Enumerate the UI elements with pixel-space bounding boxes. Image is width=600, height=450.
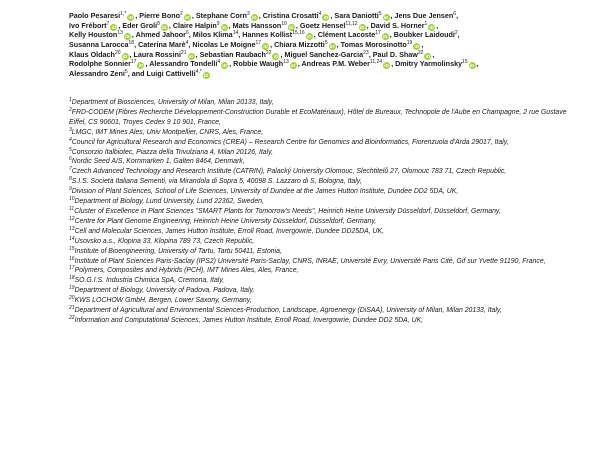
affiliation	[69, 167, 575, 177]
affiliation-marker: 14	[232, 30, 239, 37]
affiliation-number: 19	[69, 285, 75, 292]
affiliation-text: Institute of Plant Sciences Paris-Saclay (IPS2) Université Paris-Saclay, CNRS, INRAE, Université Evry, Université Paris Cité, Gif sur Yvette 91190, France,	[74, 257, 546, 265]
affiliation-marker: 19	[406, 40, 413, 47]
author-name: Alessandro Tondelli	[149, 59, 218, 69]
affiliation-number: 5	[69, 146, 72, 153]
affiliation-number: 18	[69, 275, 75, 282]
affiliation-text: Department of Biology, Lund University, Lund 22362, Sweden,	[74, 198, 264, 206]
affiliation-marker: 23	[363, 49, 369, 56]
affiliation	[69, 98, 575, 108]
affiliation-text: Division of Plant Sciences, School of Life Sciences, University of Dundee at the James Hutton Institute, Dundee DD2 5DA, UK,	[71, 188, 459, 196]
affiliation-marker: 7	[106, 20, 110, 27]
author-name: Sara Daniotti	[334, 11, 379, 20]
affiliation-text: Cell and Molecular Sciences, James Hutton Institute, Erroll Road, Invergowrie, Dundee DD25DA, UK,	[74, 227, 385, 235]
affiliation-text: Nordic Seed A/S, Kornmarken 1, Galten 8464, Denmark,	[71, 158, 245, 166]
orcid-icon[interactable]: iD	[263, 44, 268, 50]
affiliation-number: 12	[69, 215, 75, 222]
author-list	[69, 11, 589, 79]
affiliation-marker: 22	[265, 49, 272, 56]
affiliation-text: Usovsko a.s., Klopina 33, Klopina 789 73, Czech Republic,	[74, 237, 255, 245]
orcid-icon[interactable]: iD	[429, 24, 435, 30]
author: Nicolas Le Moigne$^{17}$iD ,	[192, 40, 275, 50]
author: Andreas P.M. Weber$^{11,24}$iD ,	[301, 59, 396, 69]
orcid-icon[interactable]: iD	[383, 15, 389, 20]
affiliation-text: SO.G.I.S. Industria Chimica SpA, Cremona, Italy,	[74, 277, 225, 285]
author-line	[69, 59, 589, 69]
author-name: Ivo Frébort	[69, 20, 107, 30]
affiliation	[69, 207, 575, 217]
author-name: Rodolphe Sonnier	[69, 59, 131, 69]
author: Stephane Corn$^3$iD ,	[195, 11, 263, 20]
affiliation-text: LMGC, IMT Mines Ales, Univ Montpellier, CNRS, Ales, France,	[71, 128, 264, 136]
affiliation-marker: 3	[246, 11, 250, 17]
author: Paul D. Shaw$^{22}$iD ,	[372, 49, 435, 59]
author-line	[69, 69, 589, 79]
affiliation-number: 2	[69, 106, 72, 113]
affiliation-text: Institute of Bioengineering, University of Tartu, Tartu 50411, Estonia,	[74, 247, 282, 255]
author-name: Jens Due Jensen	[394, 11, 454, 20]
affiliation-text: Czech Advanced Technology and Research Institute (CATRIN), Palacký University Olomouc, Slechtitelů 27, Olomouc 783 71, Czech Republic,	[71, 168, 507, 176]
affiliation-number: 16	[69, 255, 75, 262]
affiliation-text: Polymers, Composites and Hybrids (PCH), IMT Mines Ales, Ales, France,	[74, 267, 299, 275]
affiliation-text: Information and Computational Sciences, James Hutton Institute, Erroll Road, Invergowrie, Dundee DD2 5DA, UK,	[74, 316, 424, 324]
affiliation-number: 13	[69, 225, 75, 232]
author	[132, 69, 211, 78]
affiliation-marker: 11,24	[369, 59, 383, 66]
affiliation-number: 1	[69, 97, 72, 103]
orcid-icon[interactable]: iD	[122, 53, 128, 59]
orcid-icon[interactable]: iD	[128, 15, 134, 20]
author-name: Chiara Mizzotti	[274, 40, 325, 50]
affiliation-text: S.I.S. Società Italiana Sementi, via Mirandola di Sopra 5, 40098 S. Lazzaro di S, Bologna, Italy,	[71, 178, 362, 186]
orcid-icon[interactable]: iD	[222, 63, 227, 69]
author: Goetz Hensel$^{11,12}$iD ,	[299, 20, 371, 30]
author-name: Boubker Laidoudi	[393, 30, 455, 40]
author-name: Cristina Crosatti	[262, 11, 319, 20]
author-name: Kelly Houston	[69, 30, 118, 40]
affiliation-number: 9	[69, 186, 72, 193]
affiliation	[69, 197, 575, 207]
author: Mats Hansson$^{10}$iD ,	[232, 20, 300, 30]
author-line	[69, 21, 589, 31]
affiliation-marker: 4	[217, 59, 221, 66]
orcid-icon[interactable]: iD	[289, 24, 294, 30]
affiliation	[69, 148, 575, 158]
author: Paolo Pesaresi$^{1,*}$iD ,	[69, 11, 140, 20]
affiliation	[69, 296, 575, 306]
author-line	[69, 40, 589, 50]
affiliation-number: 4	[69, 136, 72, 143]
author-name: Pierre Bono	[139, 11, 181, 20]
author-name: Andreas P.M. Weber	[301, 59, 370, 69]
affiliation-number: 20	[69, 295, 75, 302]
orcid-icon[interactable]: iD	[425, 53, 431, 59]
orcid-icon[interactable]: iD	[138, 63, 144, 69]
author-name: Caterina Marè	[138, 40, 186, 50]
author-name: Mats Hansson	[232, 20, 282, 30]
orcid-icon[interactable]: iD	[162, 24, 167, 30]
orcid-icon[interactable]: iD	[323, 15, 329, 20]
orcid-icon[interactable]: iD	[188, 53, 194, 59]
affiliation-marker: 10	[281, 20, 287, 27]
affiliation-text: Centre for Plant Genome Engineering, Heinrich Heine University Düsseldorf, Düsseldorf, Germany,	[74, 217, 377, 225]
affiliation-marker: 20	[114, 49, 121, 56]
author-name: Alessandro Zeni	[69, 69, 125, 79]
author-name: Paolo Pesaresi	[69, 11, 121, 20]
author: Kelly Houston$^{13}$iD ,	[69, 30, 136, 40]
affiliation-number: 15	[69, 245, 75, 252]
orcid-icon[interactable]: iD	[251, 15, 257, 20]
affiliation-marker: 1,*	[120, 11, 127, 17]
affiliation-text: Consorzio Italbiotec, Piazza della Trivulziana 4, Milan 20126, Italy,	[71, 148, 273, 156]
author: Clément Lacoste$^{17}$iD ,	[317, 30, 394, 40]
affiliation-text: FRD-CODEM (Fibres Recherche Développement-Construction Durable et EcoMatériaux), Hôtel de Bureaux, Technopole de l'Aube en Champagne, 2 rue Gustave Eiffel, CS 90601, Troyes Cedex 9 10 901, France,	[69, 108, 567, 126]
affiliation-text: Department of Biology, University of Padova, Padova, Italy,	[74, 287, 255, 295]
affiliation	[69, 128, 575, 138]
author: Eder Groli$^8$iD ,	[122, 20, 173, 30]
author-name: David S. Horner	[370, 20, 425, 30]
author-name: Klaus Oldach	[69, 49, 115, 59]
author: Milos Klima$^{14}$,	[192, 30, 243, 40]
affiliation-marker: 17	[255, 40, 262, 47]
orcid-icon[interactable]: iD	[384, 63, 389, 69]
affiliation	[69, 257, 575, 267]
orcid-icon[interactable]: iD	[221, 24, 227, 30]
affiliation	[69, 306, 575, 316]
author-name: Goetz Hensel	[299, 20, 346, 30]
orcid-icon[interactable]: iD	[185, 15, 190, 20]
affiliation-number: 14	[69, 235, 75, 242]
affiliation-marker: 17	[130, 59, 137, 66]
affiliation-marker: 6	[185, 30, 189, 37]
affiliation	[69, 157, 575, 167]
affiliation-marker: 6	[453, 11, 457, 17]
author: Jens Due Jensen$^6$,	[394, 11, 459, 20]
author: Sara Daniotti$^5$iD ,	[334, 11, 395, 20]
affiliation-number: 7	[69, 166, 72, 173]
affiliation-marker: 15	[462, 59, 468, 66]
orcid-icon[interactable]: iD	[291, 63, 296, 69]
author-name: Stephane Corn	[195, 11, 247, 20]
affiliation-text: KWS LOCHOW GmbH, Bergen, Lower Saxony, Germany,	[74, 297, 252, 305]
affiliation-marker: 2	[180, 11, 183, 17]
author-name: Paul D. Shaw	[372, 49, 418, 59]
author-name: Miguel Sanchez-Garcia	[284, 49, 364, 59]
author-line	[69, 11, 589, 21]
author: Klaus Oldach$^{20}$iD ,	[69, 49, 134, 59]
affiliation-marker: 4	[318, 11, 322, 17]
affiliation-marker: 13	[283, 59, 289, 66]
affiliation-marker: 13	[117, 30, 123, 37]
author: Claire Halpin$^9$iD ,	[172, 20, 233, 30]
affiliation	[69, 177, 575, 187]
affiliation-number: 10	[69, 196, 75, 203]
affiliation-marker: 9	[216, 20, 220, 27]
author: Sebastian Raubach$^{22}$iD ,	[199, 49, 285, 59]
author: Alessandro Tondelli$^4$iD ,	[149, 59, 234, 69]
affiliation-number: 17	[69, 265, 75, 272]
author: Ahmed Jahoor$^6$,	[135, 30, 193, 40]
author: Miguel Sanchez-Garcia$^{23}$,	[284, 49, 373, 59]
orcid-icon[interactable]: iD	[125, 34, 130, 40]
affiliation-number: 6	[69, 156, 72, 163]
orcid-icon[interactable]: iD	[359, 24, 365, 30]
affiliation-number: 21	[69, 305, 75, 312]
affiliation	[69, 187, 575, 197]
affiliation-marker: 22	[417, 49, 424, 56]
author-line	[69, 50, 589, 60]
author-name: Hannes Kollist	[242, 30, 293, 40]
author: Rodolphe Sonnier$^{17}$iD ,	[69, 59, 150, 69]
author: Ivo Frébort$^7$iD ,	[69, 20, 123, 30]
affiliation	[69, 138, 575, 148]
affiliation-marker: 8	[157, 20, 160, 27]
orcid-icon[interactable]: iD	[414, 44, 420, 50]
orcid-icon[interactable]: iD	[273, 53, 279, 59]
author-name: Laura Rossini	[133, 49, 182, 59]
author-name: Clément Lacoste	[317, 30, 376, 40]
author-name: Milos Klima	[192, 30, 233, 40]
affiliation-number: 8	[69, 176, 72, 183]
affiliation-list	[69, 98, 575, 326]
author: Susanna Larocca$^{18}$,	[69, 40, 139, 50]
author-name: Sebastian Raubach	[199, 49, 266, 59]
affiliation	[69, 217, 575, 227]
affiliation	[69, 247, 575, 257]
affiliation-text: Department of Agricultural and Environmental Sciences-Production, Landscape, Agroenergy (DiSAA), University of Milan, Milan 20133, Italy,	[74, 307, 502, 315]
author: Hannes Kollist$^{15,16}$iD ,	[242, 30, 318, 40]
orcid-icon[interactable]: iD	[306, 34, 312, 40]
affiliation	[69, 276, 575, 286]
affiliation-marker: 18	[128, 40, 135, 47]
orcid-icon[interactable]: iD	[329, 44, 335, 50]
affiliation-marker: 21	[181, 49, 187, 56]
author: Pierre Bono$^2$iD ,	[139, 11, 196, 20]
author-name: Dmitry Yarmolinsky	[395, 59, 463, 69]
author: Tomas Morosinotto$^{19}$iD ,	[340, 40, 424, 50]
author: David S. Horner$^1$iD ,	[370, 20, 439, 30]
author-name: and Luigi Cattivelli	[131, 69, 196, 79]
affiliation-number: 22	[69, 314, 75, 321]
author: Alessandro Zeni$^5$,	[69, 69, 132, 79]
author-name: Ahmed Jahoor	[135, 30, 186, 40]
author-name: Tomas Morosinotto	[340, 40, 407, 50]
orcid-icon[interactable]: iD	[203, 73, 209, 79]
affiliation-number: 11	[69, 205, 75, 212]
author: Chiara Mizzotti$^5$iD ,	[274, 40, 341, 50]
author: Boubker Laidoudi$^2$,	[393, 30, 460, 40]
affiliation-marker: 1	[424, 20, 428, 27]
affiliation-text: Department of Biosciences, University of Milan, Milan 20133, Italy,	[71, 99, 274, 106]
orcid-icon[interactable]: iD	[111, 24, 117, 30]
affiliation	[69, 266, 575, 276]
author: Dmitry Yarmolinsky$^{15}$iD ,	[395, 59, 479, 69]
affiliation-marker: 15,16	[292, 30, 305, 37]
affiliation-marker: 5	[378, 11, 382, 17]
author-name: Nicolas Le Moigne	[192, 40, 256, 50]
orcid-icon[interactable]: iD	[383, 34, 388, 40]
orcid-icon[interactable]: iD	[469, 63, 475, 69]
author-name: Susanna Larocca	[69, 40, 129, 50]
author: Cristina Crosatti$^4$iD ,	[262, 11, 335, 20]
affiliation-text: Council for Agricultural Research and Economics (CREA) – Research Centre for Genomics and Bioinformatics, Fiorenzuola d'Arda 29017, Italy,	[71, 138, 509, 146]
author-line	[69, 30, 589, 40]
affiliation-marker: 4,*	[195, 69, 202, 76]
affiliation-marker: 4	[185, 40, 189, 47]
author: Caterina Marè$^4$,	[138, 40, 193, 50]
author: Laura Rossini$^{21}$iD ,	[133, 49, 200, 59]
author-name: Eder Groli	[122, 20, 158, 30]
author: Robbie Waugh$^{13}$iD ,	[233, 59, 302, 69]
affiliation	[69, 316, 575, 326]
affiliation-marker: 5	[324, 40, 328, 47]
affiliation	[69, 286, 575, 296]
affiliation-marker: 2	[454, 30, 458, 37]
affiliation	[69, 237, 575, 247]
affiliation	[69, 108, 575, 128]
affiliation-text: Cluster of Excellence in Plant Sciences "SMART Plants for Tomorrow's Needs", Heinrich Heine University Düsseldorf, Düsseldorf, Germany,	[74, 207, 501, 215]
affiliation-marker: 11,12	[345, 20, 358, 27]
author-name: Robbie Waugh	[233, 59, 284, 69]
author-name: Claire Halpin	[172, 20, 217, 30]
affiliation-number: 3	[69, 126, 72, 133]
affiliation-marker: 5	[124, 69, 128, 76]
affiliation-marker: 17	[375, 30, 381, 37]
affiliation	[69, 227, 575, 237]
